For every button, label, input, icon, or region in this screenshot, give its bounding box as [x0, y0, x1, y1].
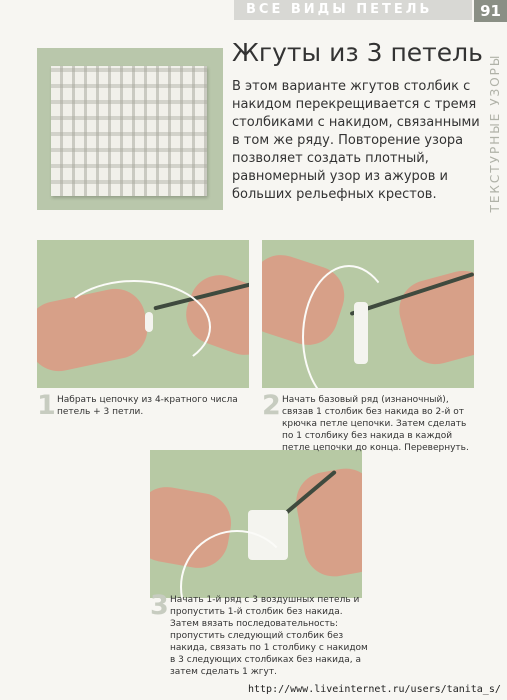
page-number: 91 [474, 0, 507, 22]
side-label-text: ТЕКСТУРНЫЕ УЗОРЫ [488, 53, 502, 213]
step-number: 1 [37, 390, 56, 421]
step-text: Набрать цепочку из 4-кратного числа петель + 3 петли. [57, 395, 238, 417]
step-number: 3 [150, 590, 169, 621]
side-label [482, 28, 502, 238]
chain-stitches [145, 312, 153, 332]
page-header [0, 0, 507, 24]
knitted-sample [51, 66, 207, 196]
yarn [302, 265, 396, 388]
step-2 [262, 390, 477, 453]
step-3 [150, 590, 375, 677]
hand [393, 264, 474, 371]
article-intro: В этом варианте жгутов столбик с накидом перекрещивается с тремя столбиками с накидом, связанными в том же ряду. Повторение узора позволяет создать плотный, равномерный узор из ажуров и больших рельефных крестов. [232, 79, 480, 202]
section-title: ВСЕ ВИДЫ ПЕТЕЛЬ [246, 2, 433, 17]
yarn [57, 280, 211, 374]
article-title: Жгуты из 3 петель [232, 38, 483, 67]
hand [291, 464, 362, 581]
step-1 [37, 392, 252, 428]
step-text: Начать базовый ряд (изнаночный), связав 1 столбик без накида во 2-й от крючка петле цепочки. Затем сделать по 1 столбику без накида в каждой петле цепочки до конца. Перевернуть. [282, 395, 469, 453]
step-3-photo [150, 450, 362, 598]
source-url: http://www.liveinternet.ru/users/tanita_s/ [248, 684, 501, 695]
step-text: Начать 1-й ряд с 3 воздушных петель и пропустить 1-й столбик без накида. Затем вязать последовательность: пропустить следующий столбик без накида, связать по 1 столбику с накидом в 3 следующих столбиках без накида, а затем сделать 1 жгут. [170, 595, 368, 677]
swatch-photo [37, 48, 223, 210]
step-number: 2 [262, 390, 281, 421]
step-2-photo [262, 240, 474, 388]
step-1-photo [37, 240, 249, 388]
